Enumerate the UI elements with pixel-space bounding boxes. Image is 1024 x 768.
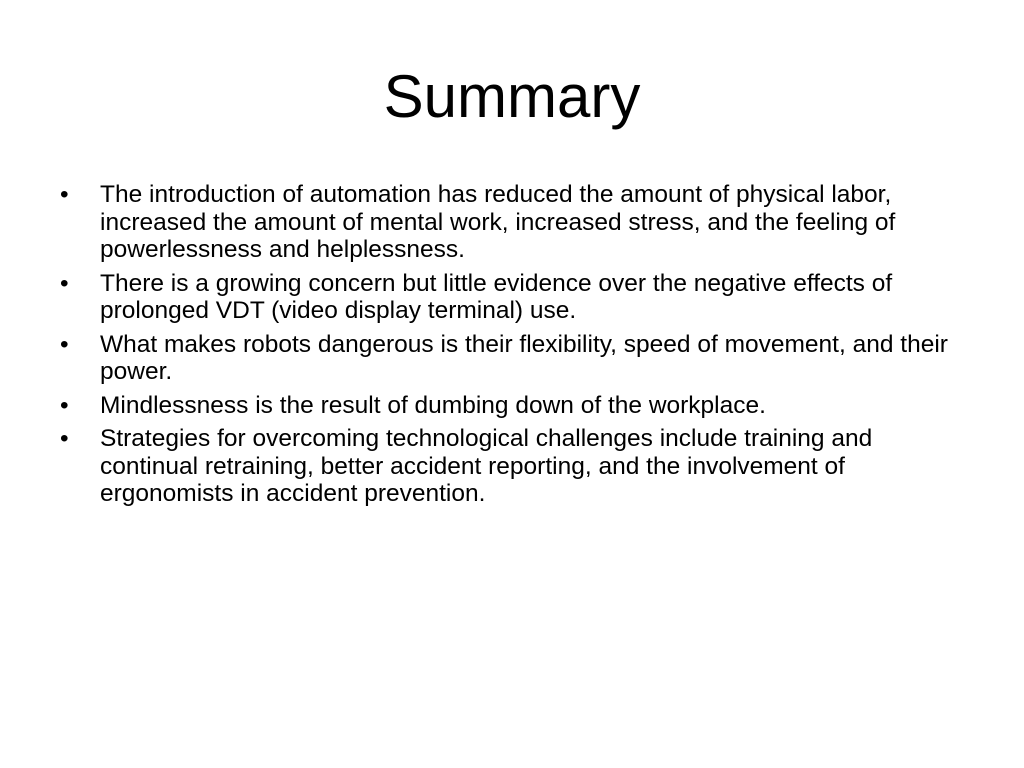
bullet-text: What makes robots dangerous is their flexibility, speed of movement, and their power. [100, 330, 948, 385]
bullet-item [60, 181, 960, 264]
bullet-item [60, 425, 960, 508]
bullet-item [60, 270, 960, 325]
bullet-text: Strategies for overcoming technological challenges include training and continual retraining, better accident reporting, and the involvement of ergonomists in accident prevention. [100, 425, 873, 507]
bullet-marker: • [60, 330, 69, 358]
bullet-item [60, 331, 960, 386]
bullet-item [60, 392, 960, 420]
slide-title: Summary [383, 63, 641, 130]
bullet-marker: • [60, 269, 69, 297]
bullet-text: There is a growing concern but little evidence over the negative effects of prolonged VDT (video display terminal) use. [100, 269, 893, 324]
bullet-marker: • [60, 425, 69, 452]
bullet-text: The introduction of automation has reduced the amount of physical labor, increased the amount of mental work, increased stress, and the feeling of powerlessness and helplessness. [100, 181, 896, 263]
bullet-marker: • [60, 181, 69, 208]
bullet-list [60, 181, 960, 514]
bullet-text: Mindlessness is the result of dumbing down of the workplace. [100, 391, 766, 419]
bullet-marker: • [60, 391, 69, 419]
